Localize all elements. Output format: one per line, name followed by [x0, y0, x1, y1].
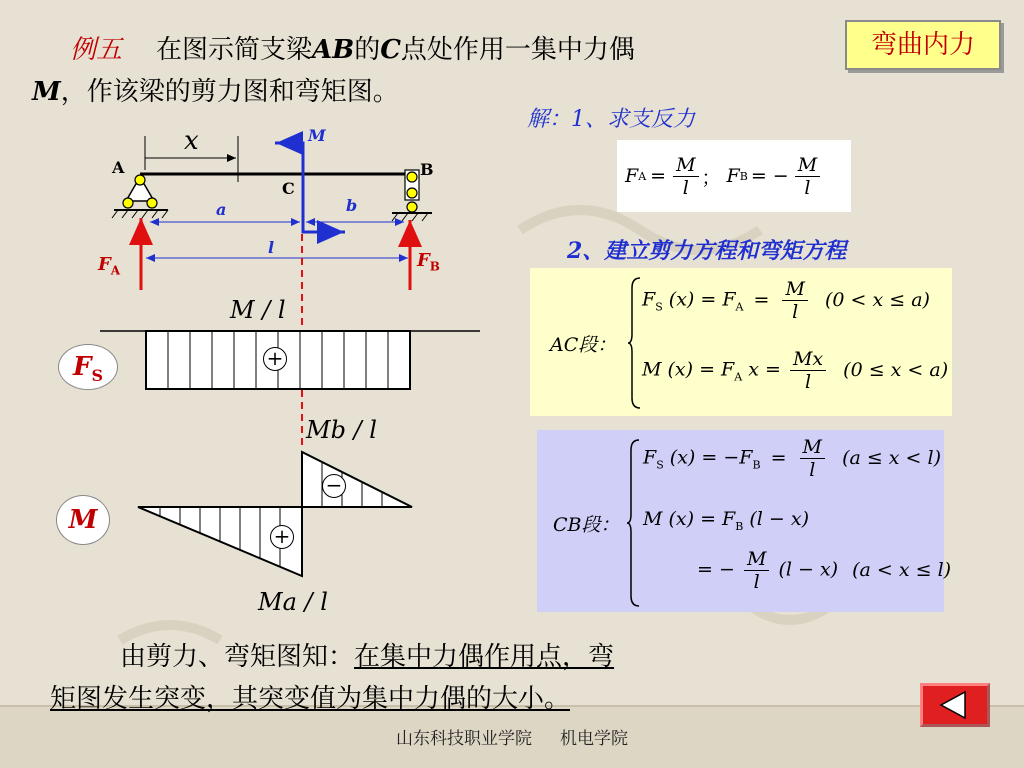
reaction-formula: F A = $\frac{M}{l}$ ； F B = − $\frac{M}{l}$ [617, 140, 851, 212]
x-label: x [184, 126, 199, 156]
topic-badge: 弯曲内力 [845, 20, 1001, 70]
problem-statement-line2: M，作该梁的剪力图和弯矩图。 [32, 77, 399, 107]
moment-plus-sign: + [270, 525, 294, 549]
point-c-label: C [282, 179, 295, 198]
reaction-fa-label: $F_A$ [98, 254, 121, 278]
moment-top-label: Mb / l [306, 416, 377, 444]
shear-value-label: M / l [230, 296, 286, 324]
shear-plus-sign: + [263, 347, 287, 371]
couple-label: M [308, 126, 326, 145]
step1-heading: 解：1、求支反力 [527, 107, 695, 132]
ac-shear-equation: $F_S$ $(x) = F_A$ = $\frac{M}{l}$ (0 < x ≤ a) [642, 278, 930, 323]
point-a-label: A [112, 158, 125, 177]
back-arrow-icon [923, 686, 987, 724]
step2-heading: 2、建立剪力方程和弯矩方程 [567, 238, 847, 264]
footer: 山东科技职业学院 机电学院 [396, 729, 628, 749]
moment-minus-sign: − [322, 474, 346, 498]
moment-bottom-label: Ma / l [258, 588, 328, 616]
example-label: 例五 [70, 35, 123, 65]
shear-diagram-badge: $F_S$ [58, 344, 118, 390]
moment-diagram-badge: M [56, 495, 110, 545]
ac-moment-equation: M $(x) = F_A$ x = $\frac{Mx}{l}$ (0 ≤ x < a) [642, 348, 949, 393]
point-b-label: B [420, 160, 434, 179]
ac-label: AC段： [550, 334, 617, 356]
reaction-fb-label: $F_B$ [417, 250, 440, 274]
dim-b-label: b [346, 196, 358, 215]
conclusion-text: 由剪力、弯矩图知：在集中力偶作用点，弯 矩图发生突变，其突变值为集中力偶的大小。 [50, 642, 615, 714]
dim-a-label: a [216, 200, 227, 219]
cb-moment-equation-cont: = − $\frac{M}{l}$ (l − x) (a < x ≤ l) [697, 548, 952, 593]
cb-moment-equation: M $(x) = F_B$ (l − x) [643, 508, 809, 533]
cb-shear-equation: $F_S$ $(x) = -F_B$ = $\frac{M}{l}$ (a ≤ x < l) [643, 436, 942, 481]
problem-statement: 例五 在图示简支梁AB的C点处作用一集中力偶 [70, 35, 635, 65]
back-button[interactable] [920, 683, 990, 727]
cb-label: CB段： [553, 514, 620, 536]
dim-l-label: l [268, 238, 275, 257]
